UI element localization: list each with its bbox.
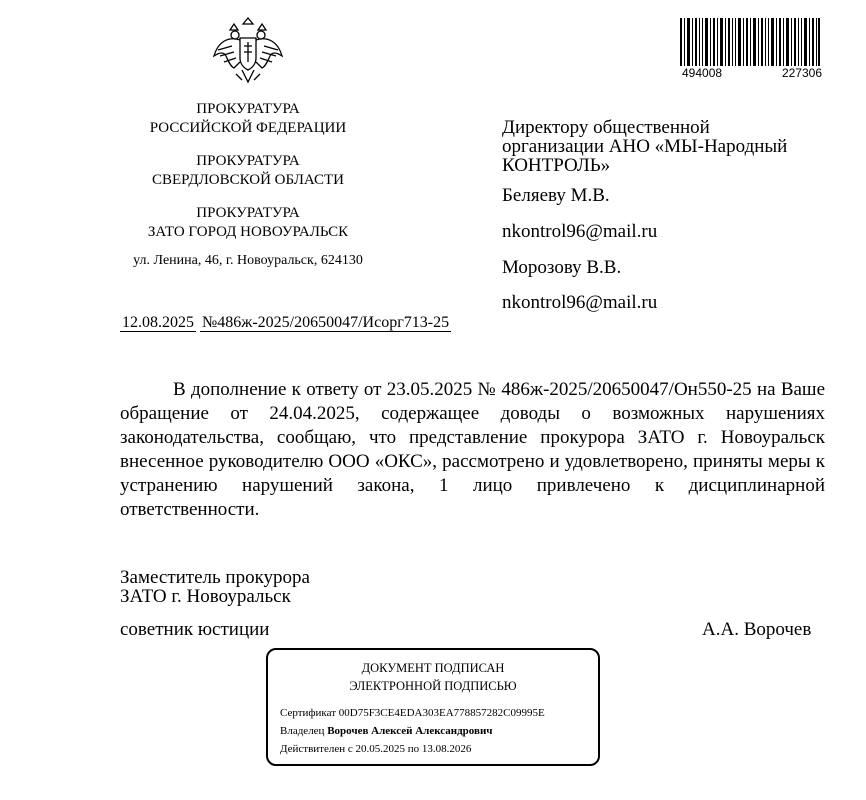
sender-line: ЗАТО ГОРОД НОВОУРАЛЬСК bbox=[147, 224, 349, 240]
sender-block bbox=[120, 100, 376, 270]
barcode-numbers bbox=[682, 66, 822, 80]
signature-position-line2: ЗАТО г. Новоуральск bbox=[120, 586, 291, 607]
letter-paragraph: В дополнение к ответу от 23.05.2025 № 486ж-2025/20650047/Он550-25 на Ваше обращение от 24.04.2025, содержащее доводы о возможных нарушениях законодательства, сообщаю, что представление прокурора ЗАТО г. Новоуральск внесенное руководителю ООО «ОКС», рассмотрено и удовлетворено, приняты меры к устранению нарушений закона, 1 лицо привлечено к дисциплинарной ответственности. bbox=[120, 379, 825, 520]
signature-position bbox=[120, 568, 310, 606]
sender-line: СВЕРДЛОВСКОЙ ОБЛАСТИ bbox=[151, 172, 344, 188]
letter-body bbox=[120, 378, 825, 522]
sender-line: ПРОКУРАТУРА bbox=[196, 205, 300, 221]
barcode bbox=[680, 18, 820, 66]
stamp-valid-from: 20.05.2025 bbox=[355, 743, 406, 755]
stamp-title-line2: ЭЛЕКТРОННОЙ ПОДПИСЬЮ bbox=[349, 679, 517, 693]
addressee-line: Директору общественной bbox=[502, 117, 710, 138]
stamp-valid-to-label: по bbox=[407, 743, 420, 755]
barcode-left-number: 494008 bbox=[682, 66, 723, 80]
sender-line: ПРОКУРАТУРА bbox=[196, 153, 300, 169]
stamp-valid-label: Действителен bbox=[280, 743, 346, 755]
barcode-right-number: 227306 bbox=[781, 66, 822, 80]
sender-line: ПРОКУРАТУРА bbox=[196, 101, 300, 117]
electronic-signature-stamp bbox=[266, 648, 600, 766]
stamp-cert-label: Сертификат bbox=[280, 707, 336, 719]
sender-address: ул. Ленина, 46, г. Новоуральск, 624130 bbox=[133, 253, 363, 268]
addressee-block bbox=[502, 118, 852, 175]
stamp-owner-value: Ворочев Алексей Александрович bbox=[327, 725, 493, 737]
addressee-person1: Беляеву М.В. bbox=[502, 185, 610, 206]
sender-line: РОССИЙСКОЙ ФЕДЕРАЦИИ bbox=[149, 120, 347, 136]
addressee-line: КОНТРОЛЬ» bbox=[502, 155, 611, 176]
reference-date: 12.08.2025 bbox=[122, 314, 194, 331]
stamp-valid-to: 13.08.2026 bbox=[421, 743, 472, 755]
addressee-email2: nkontrol96@mail.ru bbox=[502, 292, 658, 313]
stamp-cert-value: 00D75F3CE4EDA303EA778857282C09995E bbox=[338, 707, 545, 719]
stamp-certificate bbox=[280, 706, 545, 720]
coat-of-arms-emblem bbox=[210, 16, 286, 86]
addressee-person2: Морозову В.В. bbox=[502, 257, 622, 278]
stamp-owner bbox=[280, 724, 493, 738]
stamp-valid-from-label: с bbox=[347, 743, 353, 755]
addressee-email1: nkontrol96@mail.ru bbox=[502, 221, 658, 242]
reference-line bbox=[120, 314, 451, 332]
signature-position-line1: Заместитель прокурора bbox=[120, 567, 310, 588]
stamp-owner-label: Владелец bbox=[280, 725, 325, 737]
stamp-title-line1: ДОКУМЕНТ ПОДПИСАН bbox=[361, 661, 505, 675]
addressee-line: организации АНО «МЫ-Народный bbox=[502, 136, 788, 157]
reference-number: №486ж-2025/20650047/Исорг713-25 bbox=[202, 314, 450, 331]
stamp-validity bbox=[280, 742, 471, 756]
signature-name: А.А. Ворочев bbox=[702, 619, 812, 640]
signature-rank: советник юстиции bbox=[120, 619, 270, 640]
